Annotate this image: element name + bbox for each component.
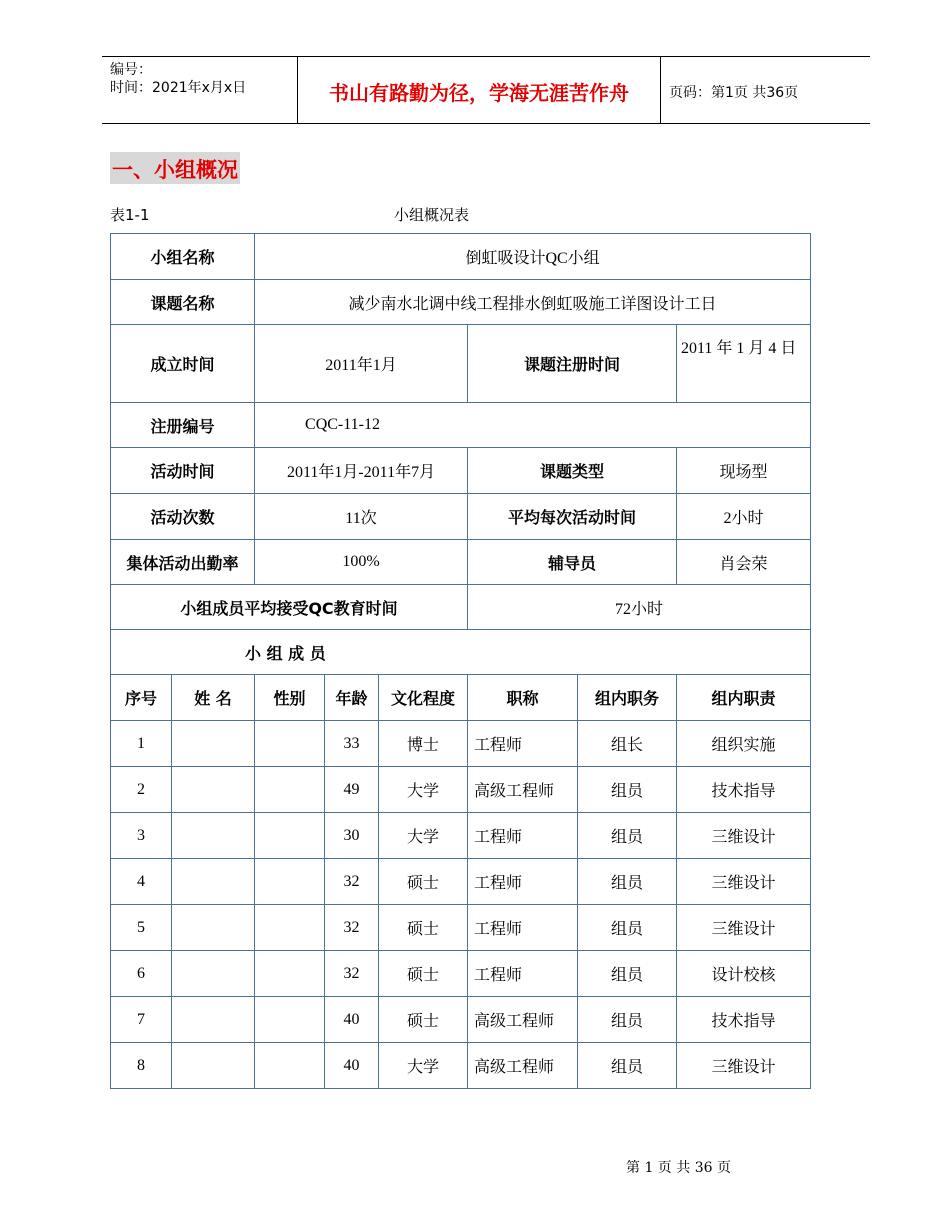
qc-edu-value: 72小时: [468, 585, 811, 630]
member-row: [111, 721, 811, 767]
group-name-label: 小组名称: [111, 234, 255, 280]
col-header-gender: 性别: [255, 675, 325, 721]
member-index: 5: [111, 905, 172, 951]
topic-type-value: 现场型: [677, 448, 811, 494]
member-row: [111, 859, 811, 905]
member-name: [172, 859, 255, 905]
member-education: 大学: [379, 767, 468, 813]
header-motto: 书山有路勤为径，学海无涯苦作舟: [329, 81, 629, 105]
time-label: 时间：2021年x月x日: [110, 80, 247, 96]
member-duty: 三维设计: [677, 1043, 811, 1089]
member-duty: 三维设计: [677, 859, 811, 905]
member-index: 6: [111, 951, 172, 997]
member-age: 30: [325, 813, 379, 859]
member-duty: 设计校核: [677, 951, 811, 997]
member-education: 大学: [379, 1043, 468, 1089]
member-education: 博士: [379, 721, 468, 767]
founded-label: 成立时间: [111, 325, 255, 403]
member-title: 工程师: [468, 813, 578, 859]
members-header-row: [111, 675, 811, 721]
member-index: 1: [111, 721, 172, 767]
attendance-label: 集体活动出勤率: [111, 540, 255, 585]
topic-name-label: 课题名称: [111, 280, 255, 325]
col-header-title: 职称: [468, 675, 578, 721]
member-row: [111, 1043, 811, 1089]
activity-count-label: 活动次数: [111, 494, 255, 540]
table-row: [111, 585, 811, 630]
members-title: 小 组 成 员: [111, 630, 811, 675]
number-label: 编号：: [110, 62, 152, 78]
header-page-label: 页码：第1页 共36页: [669, 85, 799, 101]
avg-time-label: 平均每次活动时间: [468, 494, 677, 540]
col-header-position: 组内职务: [578, 675, 677, 721]
header-divider: [660, 57, 661, 123]
member-education: 硕士: [379, 859, 468, 905]
member-position: 组员: [578, 997, 677, 1043]
member-age: 33: [325, 721, 379, 767]
member-row: [111, 997, 811, 1043]
member-title: 高级工程师: [468, 767, 578, 813]
member-duty: 三维设计: [677, 813, 811, 859]
table-row: [111, 494, 811, 540]
member-index: 2: [111, 767, 172, 813]
founded-value: 2011年1月: [255, 325, 468, 403]
member-age: 32: [325, 905, 379, 951]
col-header-education: 文化程度: [379, 675, 468, 721]
member-title: 工程师: [468, 951, 578, 997]
member-row: [111, 951, 811, 997]
member-index: 4: [111, 859, 172, 905]
member-gender: [255, 997, 325, 1043]
member-age: 40: [325, 997, 379, 1043]
member-name: [172, 813, 255, 859]
member-name: [172, 905, 255, 951]
member-gender: [255, 905, 325, 951]
member-position: 组员: [578, 813, 677, 859]
table-row: [111, 630, 811, 675]
table-row: [111, 403, 811, 448]
member-age: 49: [325, 767, 379, 813]
member-age: 32: [325, 951, 379, 997]
member-index: 3: [111, 813, 172, 859]
group-name-value: 倒虹吸设计QC小组: [255, 234, 811, 280]
member-position: 组员: [578, 905, 677, 951]
member-row: [111, 813, 811, 859]
member-name: [172, 997, 255, 1043]
member-position: 组员: [578, 1043, 677, 1089]
section-title: 一、小组概况: [110, 152, 240, 184]
member-name: [172, 951, 255, 997]
member-duty: 技术指导: [677, 997, 811, 1043]
member-position: 组员: [578, 767, 677, 813]
topic-reg-label: 课题注册时间: [468, 325, 677, 403]
member-age: 32: [325, 859, 379, 905]
table-row: [111, 448, 811, 494]
attendance-value: 100%: [255, 540, 468, 585]
table-row: [111, 540, 811, 585]
activity-count-value: 11次: [255, 494, 468, 540]
member-index: 8: [111, 1043, 172, 1089]
member-gender: [255, 951, 325, 997]
activity-time-label: 活动时间: [111, 448, 255, 494]
topic-name-value: 减少南水北调中线工程排水倒虹吸施工详图设计工日: [255, 280, 811, 325]
table-row: [111, 280, 811, 325]
member-index: 7: [111, 997, 172, 1043]
member-gender: [255, 721, 325, 767]
table-number: 表1-1: [110, 206, 150, 224]
reg-no-label: 注册编号: [111, 403, 255, 448]
col-header-duty: 组内职责: [677, 675, 811, 721]
member-position: 组长: [578, 721, 677, 767]
table-row: [111, 234, 811, 280]
member-education: 硕士: [379, 905, 468, 951]
avg-time-value: 2小时: [677, 494, 811, 540]
col-header-age: 年龄: [325, 675, 379, 721]
member-row: [111, 767, 811, 813]
member-name: [172, 1043, 255, 1089]
member-duty: 技术指导: [677, 767, 811, 813]
member-title: 工程师: [468, 721, 578, 767]
member-gender: [255, 767, 325, 813]
member-gender: [255, 1043, 325, 1089]
qc-edu-label: 小组成员平均接受QC教育时间: [111, 585, 468, 630]
tutor-label: 辅导员: [468, 540, 677, 585]
member-duty: 组织实施: [677, 721, 811, 767]
col-header-index: 序号: [111, 675, 172, 721]
member-title: 高级工程师: [468, 997, 578, 1043]
member-age: 40: [325, 1043, 379, 1089]
tutor-value: 肖会荣: [677, 540, 811, 585]
member-title: 工程师: [468, 859, 578, 905]
topic-type-label: 课题类型: [468, 448, 677, 494]
member-gender: [255, 859, 325, 905]
header-meta: [110, 61, 246, 97]
member-name: [172, 721, 255, 767]
member-name: [172, 767, 255, 813]
table-row: [111, 325, 811, 403]
member-row: [111, 905, 811, 951]
member-position: 组员: [578, 859, 677, 905]
member-title: 高级工程师: [468, 1043, 578, 1089]
col-header-name: 姓 名: [172, 675, 255, 721]
member-education: 硕士: [379, 997, 468, 1043]
member-education: 硕士: [379, 951, 468, 997]
activity-time-value: 2011年1月-2011年7月: [255, 448, 468, 494]
reg-no-value: CQC-11-12: [255, 403, 811, 448]
page-header: [102, 56, 870, 124]
member-position: 组员: [578, 951, 677, 997]
member-duty: 三维设计: [677, 905, 811, 951]
member-education: 大学: [379, 813, 468, 859]
table-title: 小组概况表: [394, 206, 470, 224]
topic-reg-value: 2011 年 1 月 4 日: [677, 325, 811, 403]
page-footer: 第 1 页 共 36 页: [626, 1160, 731, 1176]
member-gender: [255, 813, 325, 859]
member-title: 工程师: [468, 905, 578, 951]
group-overview-table: [110, 233, 811, 1089]
